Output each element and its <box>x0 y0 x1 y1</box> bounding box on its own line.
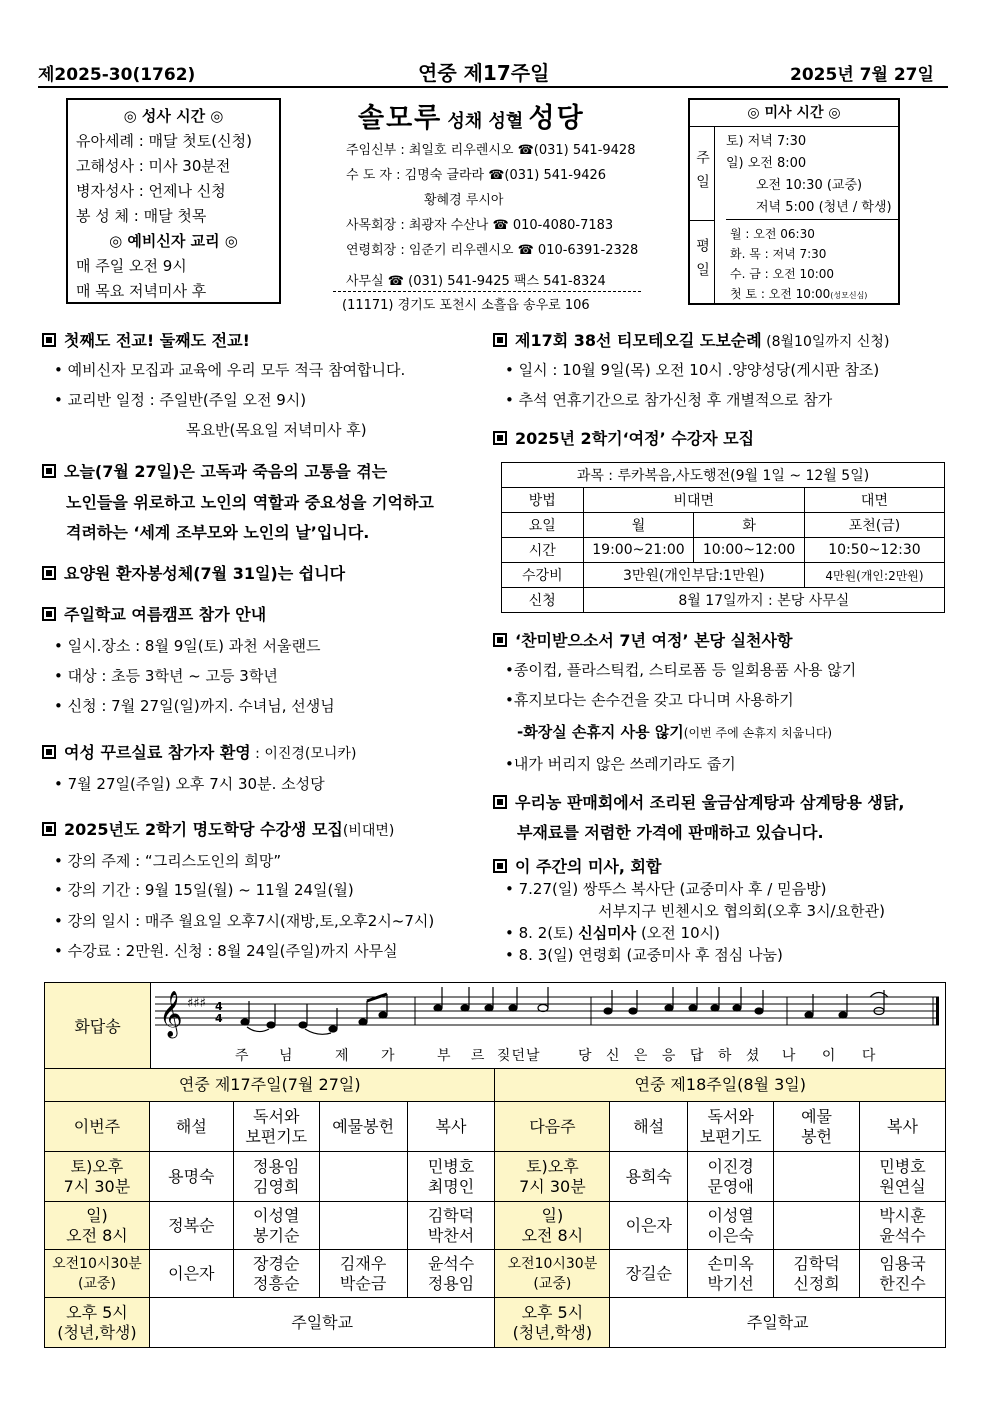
table-cell: 손미옥 박기선 <box>688 1250 774 1298</box>
section-weekly-meetings: 이 주간의 미사, 회합 <box>493 854 661 877</box>
header-cell: 복사 <box>860 1102 946 1152</box>
table-cell: 장경순 정흥순 <box>233 1250 319 1298</box>
list-item: •휴지보다는 손수건을 갖고 다니며 사용하기 <box>505 691 794 709</box>
list-item: • 강의 주제 : “그리스도인의 희망” <box>54 852 282 870</box>
header-cell: 복사 <box>407 1102 495 1152</box>
table-cell: 윤석수 정용임 <box>407 1250 495 1298</box>
table-cell: 대면 <box>804 488 944 513</box>
table-cell: 이은자 <box>610 1202 688 1250</box>
svg-text:♯♯♯: ♯♯♯ <box>187 996 206 1011</box>
parish-info <box>346 138 638 294</box>
mass-title: ◎ 미사 시간 ◎ <box>690 100 898 127</box>
header-cell: 해설 <box>610 1102 688 1152</box>
section-text: 격려하는 ‘세계 조부모와 노인의 날’입니다. <box>66 523 370 542</box>
list-item: • 일시 : 10월 9일(목) 오전 10시 .양양성당(게시판 참조) <box>505 361 880 379</box>
table-cell: 19:00~21:00 <box>583 538 694 563</box>
table-row <box>45 1202 946 1250</box>
table-cell <box>774 1202 860 1250</box>
section-sale: 우리농 판매회에서 조리된 울금삼계탕과 삼계탕용 생닭, <box>493 790 904 813</box>
list-item: • 대상 : 초등 3학년 ~ 고등 3학년 <box>54 667 278 685</box>
section-course: 2025년 2학기‘여정’ 수강자 모집 <box>493 426 754 449</box>
header-cell: 해설 <box>149 1102 233 1152</box>
table-cell: 일) 오전 8시 <box>495 1202 610 1250</box>
list-item: • 7월 27일(주일) 오후 7시 30분. 소성당 <box>54 775 325 793</box>
list-item: • 강의 기간 : 9월 15일(월) ~ 11월 24일(월) <box>54 881 354 899</box>
table-cell: 오전10시30분 (교중) <box>45 1250 150 1298</box>
table-cell: 민병호 최명인 <box>407 1152 495 1202</box>
issue-date: 2025년 7월 27일 <box>790 65 934 85</box>
parish-address: (11171) 경기도 포천시 소흘읍 송우로 106 <box>342 298 590 313</box>
list-item: • 8. 3(일) 연령회 (교중미사 후 점심 나눔) <box>505 946 783 964</box>
table-cell: 토)오후 7시 30분 <box>45 1152 150 1202</box>
section-grandparents-day: 오늘(7월 27일)은 고독과 죽음의 고통을 겪는 <box>42 459 387 482</box>
table-cell: 이은자 <box>149 1250 233 1298</box>
sunday-times: 토) 저녁 7:30 일) 오전 8:00 오전 10:30 (교중) 저녁 5:00 (청년 / 학생) <box>726 131 898 220</box>
table-cell: 3만원(개인부담:1만원) <box>583 563 804 588</box>
address-rule <box>333 291 641 292</box>
table-cell: 수강비 <box>502 563 584 588</box>
section-myeongdo: 2025년도 2학기 명도학당 수강생 모집(비대면) <box>42 817 394 840</box>
list-item: •내가 버리지 않은 쓰레기라도 줍기 <box>505 755 736 773</box>
sacrament-item: 유아세례 : 매달 첫토(신청) <box>76 132 252 150</box>
table-cell: 8월 17일까지 : 본당 사무실 <box>583 588 944 613</box>
table-cell: 토)오후 7시 30분 <box>495 1152 610 1202</box>
table-cell: 이진경 문영애 <box>688 1152 774 1202</box>
table-cell: 장길순 <box>610 1250 688 1298</box>
table-cell: 시간 <box>502 538 584 563</box>
table-cell: 정용임 김영희 <box>233 1152 319 1202</box>
table-cell: 신청 <box>502 588 584 613</box>
table-cell: 10:00~12:00 <box>694 538 805 563</box>
list-item: • 수강료 : 2만원. 신청 : 8월 24일(주일)까지 사무실 <box>54 942 398 960</box>
roster-table <box>44 1068 946 1348</box>
table-cell: 용명숙 <box>149 1152 233 1202</box>
table-cell: 민병호 원연실 <box>860 1152 946 1202</box>
sacrament-box <box>66 98 281 304</box>
table-cell: 김학덕 신정희 <box>774 1250 860 1298</box>
religious-line: 수 도 자 : 김명숙 글라라 ☎(031) 541-9426 <box>346 168 607 183</box>
svg-text:4: 4 <box>215 1012 223 1025</box>
list-item: • 강의 일시 : 매주 월요일 오후7시(재방,토,오후2시~7시) <box>54 912 435 930</box>
psalm-lyrics: 주 님 제 가 부 르 짖던날 당 신 은 응 답 하 셨 나 이 다 <box>235 1048 877 1064</box>
svg-text:4: 4 <box>215 1000 223 1013</box>
music-score <box>153 987 943 1045</box>
header-cell: 예물 봉헌 <box>774 1102 860 1152</box>
this-week-title: 연중 제17주일(7월 27일) <box>45 1069 495 1102</box>
list-item: • 예비신자 모집과 교육에 우리 모두 적극 참여합니다. <box>54 361 406 379</box>
table-cell: 박시훈 윤석수 <box>860 1202 946 1250</box>
header-cell: 독서와 보편기도 <box>233 1102 319 1152</box>
next-week-title: 연중 제18주일(8월 3일) <box>495 1069 946 1102</box>
section-cursillo: 여성 꾸르실료 참가자 환영 : 이진경(모니카) <box>42 740 356 763</box>
bottom-rule <box>44 1347 946 1348</box>
weekday-label: 평일 <box>690 221 715 303</box>
list-item: • 추석 연휴기간으로 참가신청 후 개별적으로 참가 <box>505 391 833 409</box>
office-line: 사무실 ☎ (031) 541-9425 팩스 541-8324 <box>346 274 606 289</box>
table-cell: 오후 5시 (청년,학생) <box>45 1298 150 1348</box>
sunday-label: 주일 <box>690 127 715 221</box>
section-summer-camp: 주일학교 여름캠프 참가 안내 <box>42 602 266 625</box>
table-cell <box>319 1152 407 1202</box>
header-cell: 독서와 보편기도 <box>688 1102 774 1152</box>
table-cell: 김학덕 박찬서 <box>407 1202 495 1250</box>
table-cell: 오전10시30분 (교중) <box>495 1250 610 1298</box>
header-cell: 다음주 <box>495 1102 610 1152</box>
section-pilgrimage: 제17회 38선 티모테오길 도보순례 (8월10일까지 신청) <box>493 328 889 351</box>
religious-line-2: 황혜경 루시아 <box>424 193 504 208</box>
table-cell <box>774 1152 860 1202</box>
list-item: •종이컵, 플라스틱컵, 스티로폼 등 일회용품 사용 않기 <box>505 661 857 679</box>
list-item: -화장실 손휴지 사용 않기(이번 주에 손휴지 치웁니다) <box>517 723 833 741</box>
table-cell: 일) 오전 8시 <box>45 1202 150 1250</box>
section-nursing-home: 요양원 환자봉성체(7월 31일)는 쉽니다 <box>42 561 345 584</box>
section-text: 부재료를 저렴한 가격에 판매하고 있습니다. <box>517 823 824 842</box>
header-cell: 예물봉헌 <box>319 1102 407 1152</box>
table-cell: 4만원(개인:2만원) <box>804 563 944 588</box>
table-cell: 요일 <box>502 513 584 538</box>
sacrament-item: 봉 성 체 : 매달 첫목 <box>76 207 207 225</box>
section-laudato-si: ‘찬미받으소서 7년 여정’ 본당 실천사항 <box>493 628 792 651</box>
table-cell: 주일학교 <box>149 1298 495 1348</box>
catechism-title: ◎ 예비신자 교리 ◎ <box>109 232 238 250</box>
list-item: • 신청 : 7월 27일(일)까지. 수녀님, 선생님 <box>54 697 335 715</box>
table-row <box>45 1298 946 1348</box>
psalm-label-cell <box>45 983 151 1068</box>
list-item: 서부지구 빈첸시오 협의회(오후 3시/요한관) <box>598 902 885 920</box>
parish-name-small: 성채 성혈 <box>447 111 524 132</box>
table-cell: 김재우 박순금 <box>319 1250 407 1298</box>
table-cell: 포천(금) <box>804 513 944 538</box>
table-cell: 정복순 <box>149 1202 233 1250</box>
table-row <box>45 1152 946 1202</box>
list-item: 목요반(목요일 저녁미사 후) <box>186 421 367 439</box>
table-cell: 화 <box>694 513 805 538</box>
sacrament-item: 병자성사 : 언제나 신청 <box>76 182 226 200</box>
mass-time-box <box>688 98 900 305</box>
header-cell: 이번주 <box>45 1102 150 1152</box>
psalm-label: 화답송 <box>74 1017 121 1036</box>
parish-name <box>358 96 585 135</box>
table-cell: 방법 <box>502 488 584 513</box>
course-subject: 과목 : 루카복음,사도행전(9월 1일 ~ 12월 5일) <box>502 463 945 488</box>
course-table <box>501 462 945 613</box>
table-row <box>45 1250 946 1298</box>
catechism-item: 매 목요 저녁미사 후 <box>76 282 207 300</box>
section-evangelize: 첫째도 전교! 둘째도 전교! <box>42 328 250 351</box>
catechism-item: 매 주일 오전 9시 <box>76 257 187 275</box>
weekday-times: 월 : 오전 06:30 화. 목 : 저녁 7:30 수. 금 : 오전 10:00 첫 토 : 오전 10:00(성모신심) <box>730 227 868 301</box>
psalm-box <box>44 982 946 1068</box>
header-rule <box>38 86 948 88</box>
table-cell: 비대면 <box>583 488 804 513</box>
sacrament-title: ◎ 성사 시간 ◎ <box>123 107 224 125</box>
list-item: • 일시.장소 : 8월 9일(토) 과천 서울랜드 <box>54 637 321 655</box>
table-cell: 10:50~12:30 <box>804 538 944 563</box>
table-cell <box>319 1202 407 1250</box>
sacrament-item: 고해성사 : 미사 30분전 <box>76 157 231 175</box>
parish-name-big: 솔모루 <box>358 103 443 134</box>
section-text: 노인들을 위로하고 노인의 역할과 중요성을 기억하고 <box>66 493 434 512</box>
list-item: • 7.27(일) 쌍뚜스 복사단 (교중미사 후 / 믿음방) <box>505 880 827 898</box>
council-line: 사목회장 : 최광자 수산나 ☎ 010-4080-7183 <box>346 218 614 233</box>
list-item: • 교리반 일정 : 주일반(주일 오전 9시) <box>54 391 307 409</box>
table-cell: 주일학교 <box>610 1298 946 1348</box>
funeral-line: 연령회장 : 임준기 리우렌시오 ☎ 010-6391-2328 <box>346 243 639 258</box>
table-cell: 월 <box>583 513 694 538</box>
table-cell: 이성열 봉기순 <box>233 1202 319 1250</box>
table-cell: 이성열 이은숙 <box>688 1202 774 1250</box>
table-cell: 용희숙 <box>610 1152 688 1202</box>
page-title: 연중 제17주일 <box>418 61 550 85</box>
parish-name-end: 성당 <box>528 103 585 134</box>
table-cell: 오후 5시 (청년,학생) <box>495 1298 610 1348</box>
issue-number: 제2025-30(1762) <box>38 65 196 85</box>
pastor-line: 주임신부 : 최일호 리우렌시오 ☎(031) 541-9428 <box>346 143 636 158</box>
list-item: • 8. 2(토) 신심미사 (오전 10시) <box>505 924 720 942</box>
svg-text:𝄞: 𝄞 <box>159 991 183 1037</box>
table-cell: 임용국 한진수 <box>860 1250 946 1298</box>
